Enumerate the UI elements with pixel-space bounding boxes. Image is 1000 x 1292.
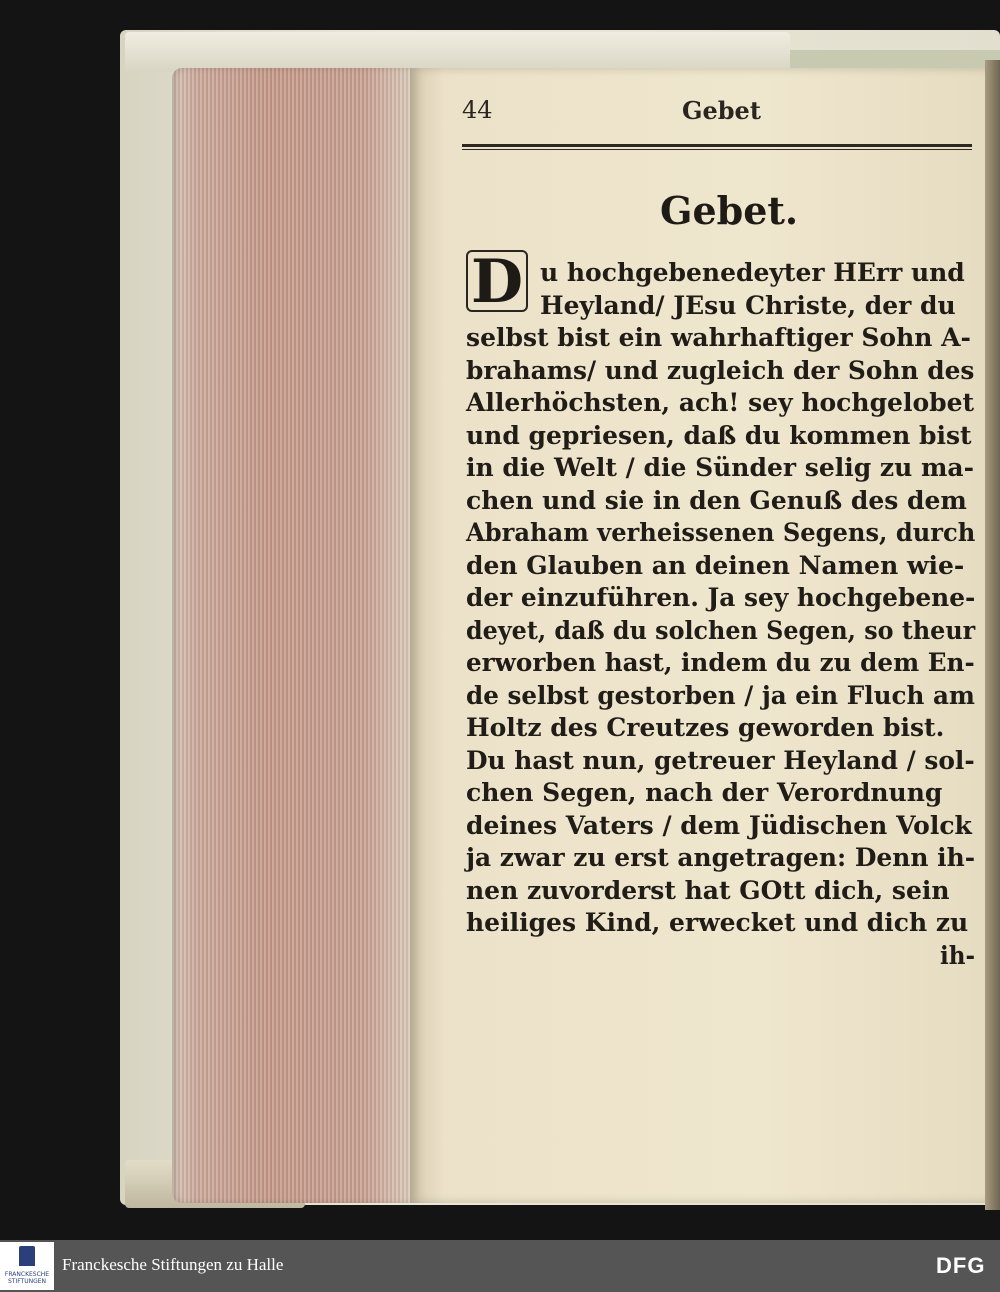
text-line: deyet, daß du solchen Segen, so theur <box>466 615 976 645</box>
text-line: nen zuvorderst hat GOtt dich, sein <box>466 875 950 905</box>
text-line: Holtz des Creutzes geworden bist. <box>466 713 945 742</box>
text-line: chen und sie in den Genuß des dem <box>466 485 967 515</box>
institution-logo[interactable] <box>0 1242 54 1290</box>
prayer-heading: Gebet. <box>660 188 799 233</box>
text-line: Abraham verheissenen Segens, durch <box>466 518 976 547</box>
text-line: Allerhöchsten, ach! sey hochgelobet <box>466 388 975 417</box>
text-line: ja zwar zu erst angetragen: Denn ih- <box>466 843 976 872</box>
cover-right-edge <box>790 50 1000 70</box>
logo-text-line-1: FRANCKESCHE <box>4 1271 50 1278</box>
text-line: deines Vaters / dem Jüdischen Volck <box>466 810 972 840</box>
text-line: in die Welt / die Sünder selig zu ma- <box>466 453 975 482</box>
text-line: der einzuführen. Ja sey hochgebene- <box>466 583 976 612</box>
dfg-logo[interactable]: DFG <box>936 1253 986 1278</box>
text-line: heiliges Kind, erwecket und dich zu <box>466 908 969 937</box>
text-line: den Glauben an deinen Namen wie- <box>466 550 965 580</box>
decorated-initial: D <box>466 250 528 312</box>
running-head <box>462 96 972 132</box>
running-title: Gebet <box>682 96 761 125</box>
text-line: u hochgebenedeyter HErr und <box>540 258 965 287</box>
header-rule <box>462 144 972 150</box>
text-line: ih- <box>940 940 976 970</box>
page-gutter-shadow <box>985 60 1000 1210</box>
page-number: 44 <box>462 96 493 124</box>
franckesche-logo-icon <box>19 1246 35 1266</box>
text-line: chen Segen, nach der Verordnung <box>466 778 943 807</box>
text-line: Du hast nun, getreuer Heyland / sol- <box>466 745 975 775</box>
institution-name[interactable]: Franckesche Stiftungen zu Halle <box>62 1255 284 1274</box>
text-line: und gepriesen, daß du kommen bist <box>466 420 972 450</box>
logo-text <box>2 1271 52 1285</box>
cover-top-edge <box>125 32 790 72</box>
page-fore-edge <box>172 68 412 1203</box>
text-line: erworben hast, indem du zu dem En- <box>466 648 975 677</box>
text-line: de selbst gestorben / ja ein Fluch am <box>466 680 975 710</box>
logo-text-line-2: STIFTUNGEN <box>7 1278 47 1285</box>
text-line: Heyland/ JEsu Christe, der du <box>540 290 956 320</box>
text-line: brahams/ und zugleich der Sohn des <box>466 355 975 385</box>
text-line: selbst bist ein wahrhaftiger Sohn A- <box>466 323 971 352</box>
